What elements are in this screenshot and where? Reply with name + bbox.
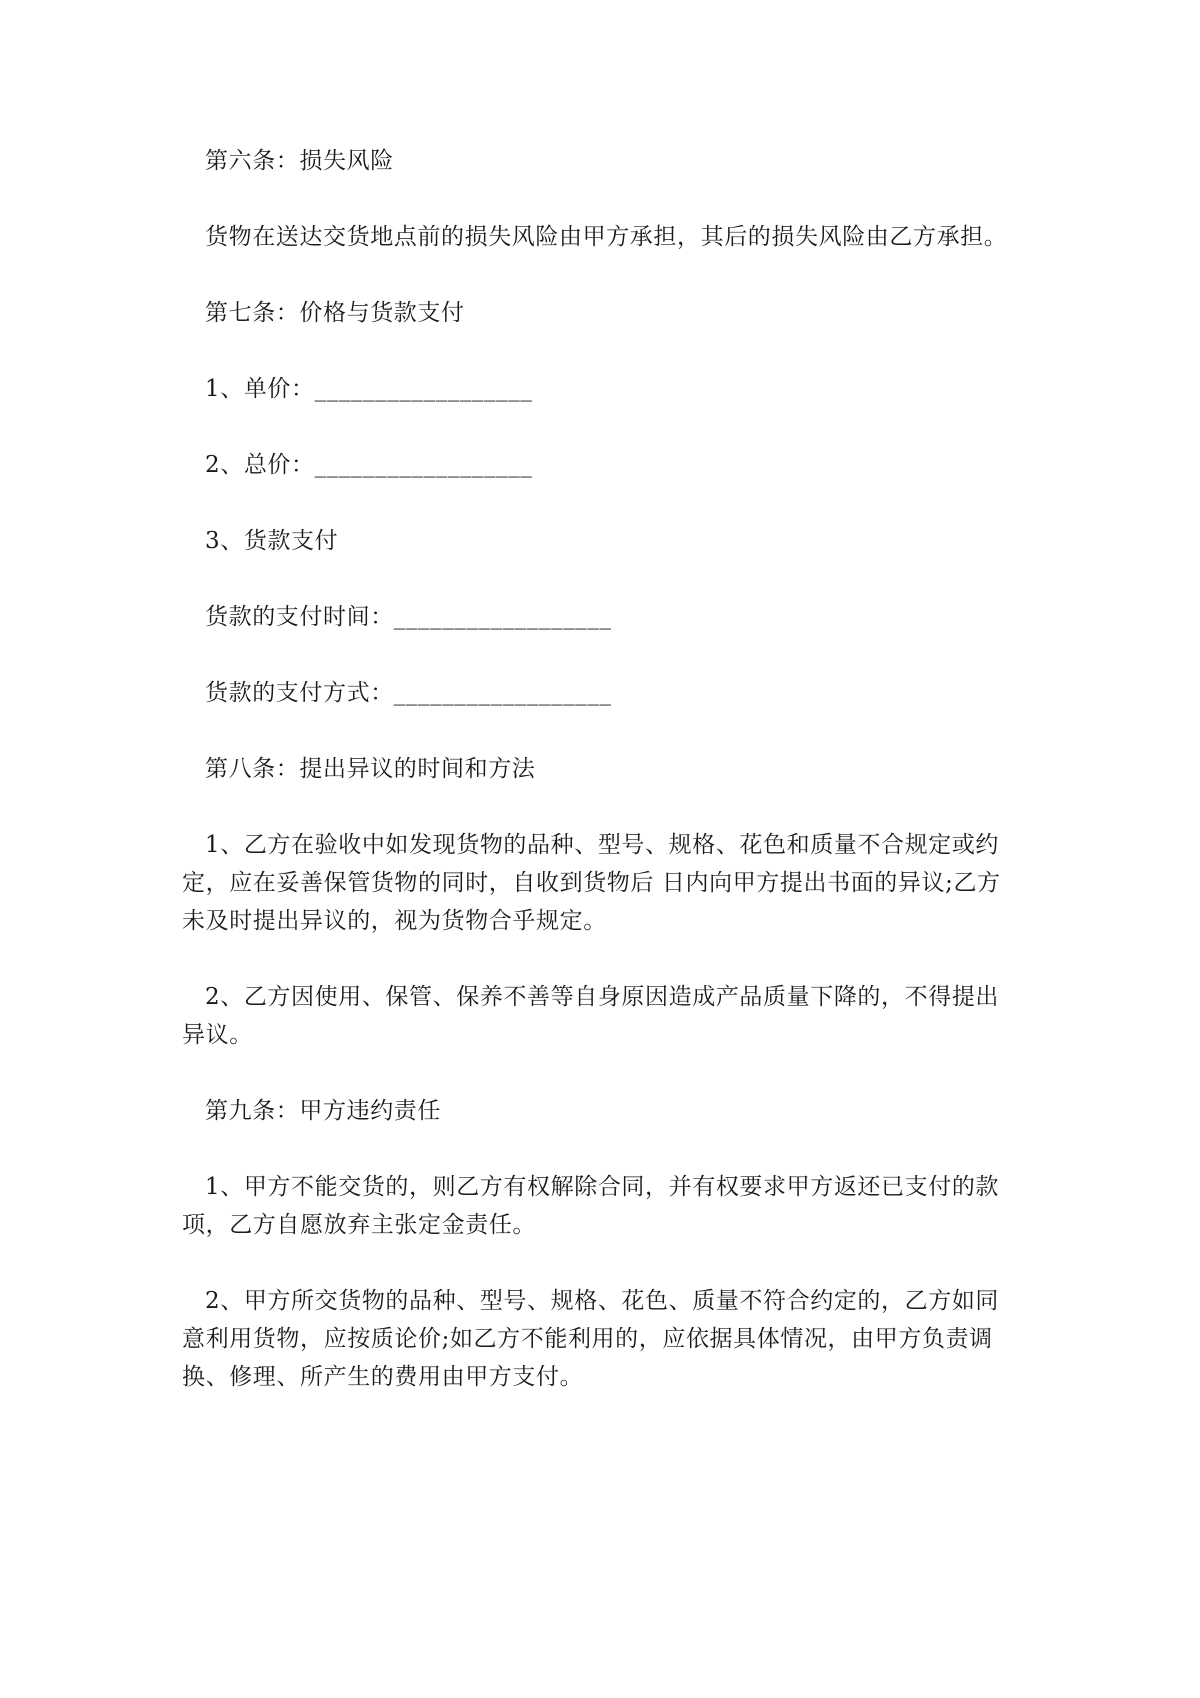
payment-method-line: 货款的支付方式：__________________ xyxy=(205,680,612,706)
document-body xyxy=(182,142,1018,1396)
unit-price-line: 1、单价：__________________ xyxy=(205,376,533,402)
payment-heading: 3、货款支付 xyxy=(205,528,339,554)
article-8-clause-1: 1、乙方在验收中如发现货物的品种、型号、规格、花色和质量不合规定或约定，应在妥善保管货物的同时，自收到货物后 日内向甲方提出书面的异议;乙方未及时提出异议的，视为货物合乎规定。 xyxy=(182,832,1001,934)
total-price-line: 2、总价：__________________ xyxy=(205,452,533,478)
article-9-clause-1: 1、甲方不能交货的，则乙方有权解除合同，并有权要求甲方返还已支付的款项，乙方自愿放弃主张定金责任。 xyxy=(182,1174,1000,1238)
article-6-text: 货物在送达交货地点前的损失风险由甲方承担，其后的损失风险由乙方承担。 xyxy=(205,224,1008,250)
article-9-heading: 第九条：甲方违约责任 xyxy=(205,1098,441,1124)
article-7-heading: 第七条：价格与货款支付 xyxy=(205,300,465,326)
article-9-clause-2: 2、甲方所交货物的品种、型号、规格、花色、质量不符合约定的，乙方如同意利用货物，应按质论价;如乙方不能利用的，应依据具体情况，由甲方负责调换、修理、所产生的费用由甲方支付。 xyxy=(182,1288,1000,1390)
article-6-heading: 第六条：损失风险 xyxy=(205,148,394,174)
article-8-clause-2: 2、乙方因使用、保管、保养不善等自身原因造成产品质量下降的，不得提出异议。 xyxy=(182,984,1000,1048)
article-8-heading: 第八条：提出异议的时间和方法 xyxy=(205,756,536,782)
payment-time-line: 货款的支付时间：__________________ xyxy=(205,604,612,630)
